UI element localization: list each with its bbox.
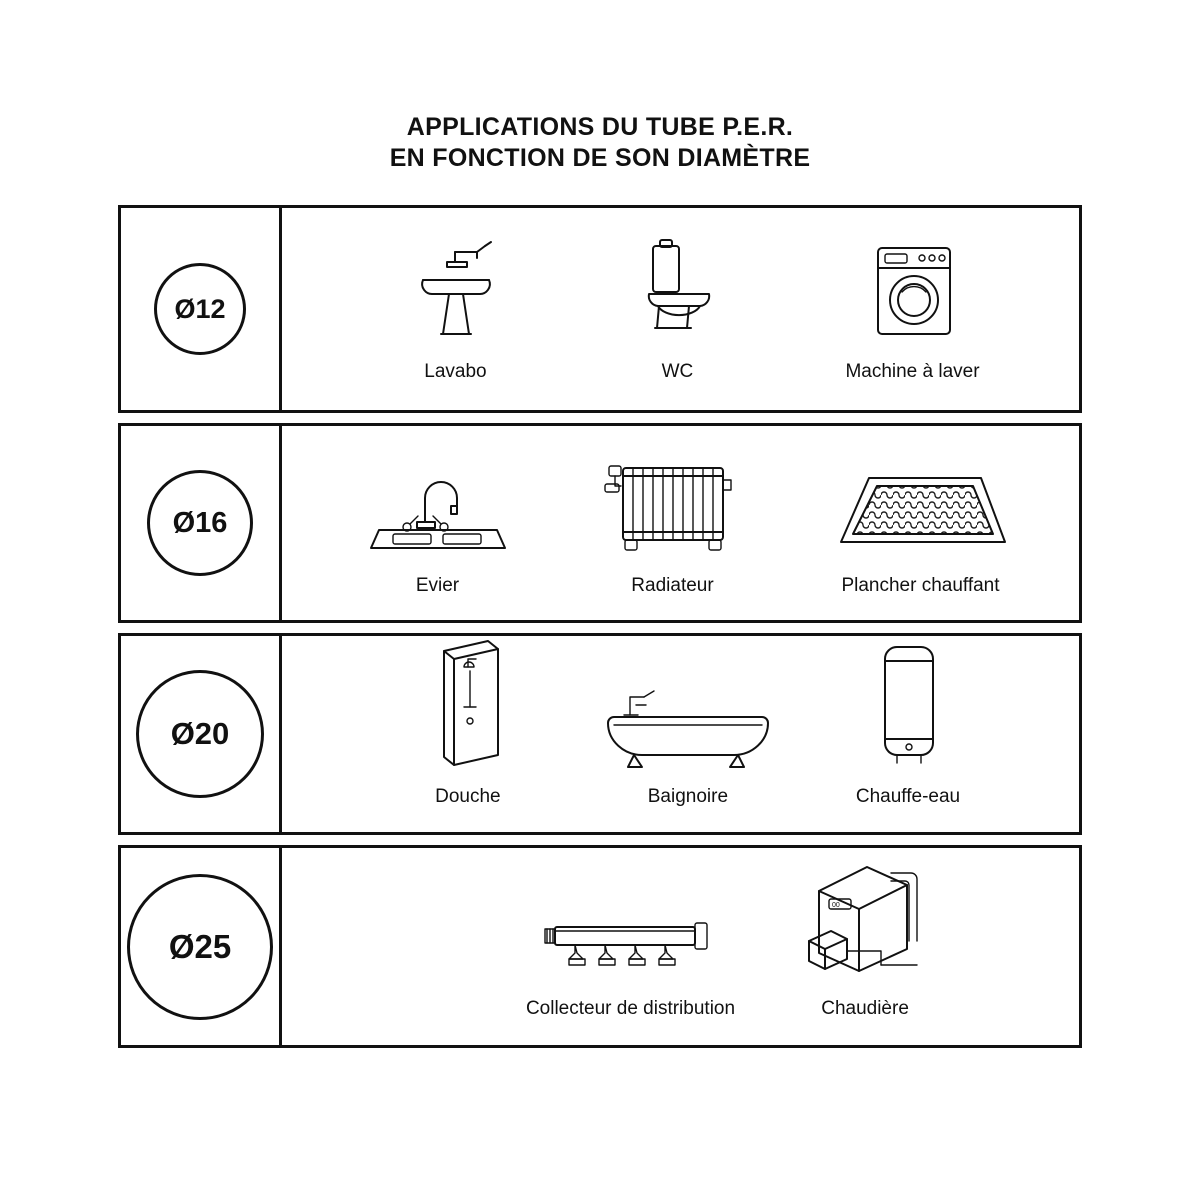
page-title (0, 112, 1200, 174)
page-title-line-2: EN FONCTION DE SON DIAMÈTRE (389, 144, 811, 172)
underfloor-heating-icon (833, 450, 1009, 562)
item-label: Evier (415, 574, 460, 596)
item-label: WC (661, 360, 694, 382)
item-chauffe-eau (856, 661, 960, 808)
item-collecteur-de-distribution (526, 873, 735, 1020)
bathtub-icon (600, 661, 776, 773)
item-label: Chauffe-eau (855, 785, 961, 807)
item-radiateur (599, 450, 747, 597)
item-label: Lavabo (424, 360, 487, 382)
item-machine-a-laver (845, 236, 979, 383)
washing-machine-icon (860, 236, 966, 348)
item-evier (363, 450, 513, 597)
item-label: Chaudière (821, 998, 909, 1019)
diameter-badge-16: Ø16 (147, 470, 253, 576)
water-heater-icon (865, 661, 951, 773)
radiator-icon (599, 450, 747, 562)
item-label: Plancher chauffant (841, 574, 1000, 596)
row-diameter-16 (118, 423, 1082, 623)
row-diameter-12 (118, 205, 1082, 413)
item-label: Douche (435, 785, 501, 807)
svg-text:00: 00 (832, 902, 840, 909)
item-wc (625, 236, 729, 383)
item-plancher-chauffant (833, 450, 1009, 597)
diameter-cell-25 (121, 848, 282, 1045)
row-diameter-20 (118, 633, 1082, 835)
items-16 (282, 426, 1079, 620)
diameter-cell-16 (121, 426, 282, 620)
items-12 (282, 208, 1079, 410)
item-label: Baignoire (647, 785, 729, 807)
boiler-icon (795, 873, 935, 985)
item-douche (416, 661, 520, 808)
kitchen-sink-icon (363, 450, 513, 562)
diameter-badge-20: Ø20 (136, 670, 264, 798)
items-20 (282, 636, 1079, 832)
item-label: Radiateur (631, 574, 714, 596)
item-lavabo (401, 236, 509, 383)
washbasin-icon (401, 236, 509, 348)
diameter-rows (118, 205, 1082, 1048)
row-diameter-25 (118, 845, 1082, 1048)
diameter-badge-25: Ø25 (127, 874, 273, 1020)
diameter-cell-20 (121, 636, 282, 832)
diameter-badge-12: Ø12 (154, 263, 246, 355)
diameter-cell-12 (121, 208, 282, 410)
item-label: Machine à laver (845, 360, 980, 382)
manifold-icon (531, 873, 731, 985)
shower-cabin-icon (416, 661, 520, 773)
page-title-line-1: APPLICATIONS DU TUBE P.E.R. (406, 113, 794, 141)
toilet-icon (625, 236, 729, 348)
item-label: Collecteur de distribution (525, 998, 736, 1019)
item-chaudiere (795, 873, 935, 1020)
items-25 (282, 848, 1079, 1045)
item-baignoire (600, 661, 776, 808)
